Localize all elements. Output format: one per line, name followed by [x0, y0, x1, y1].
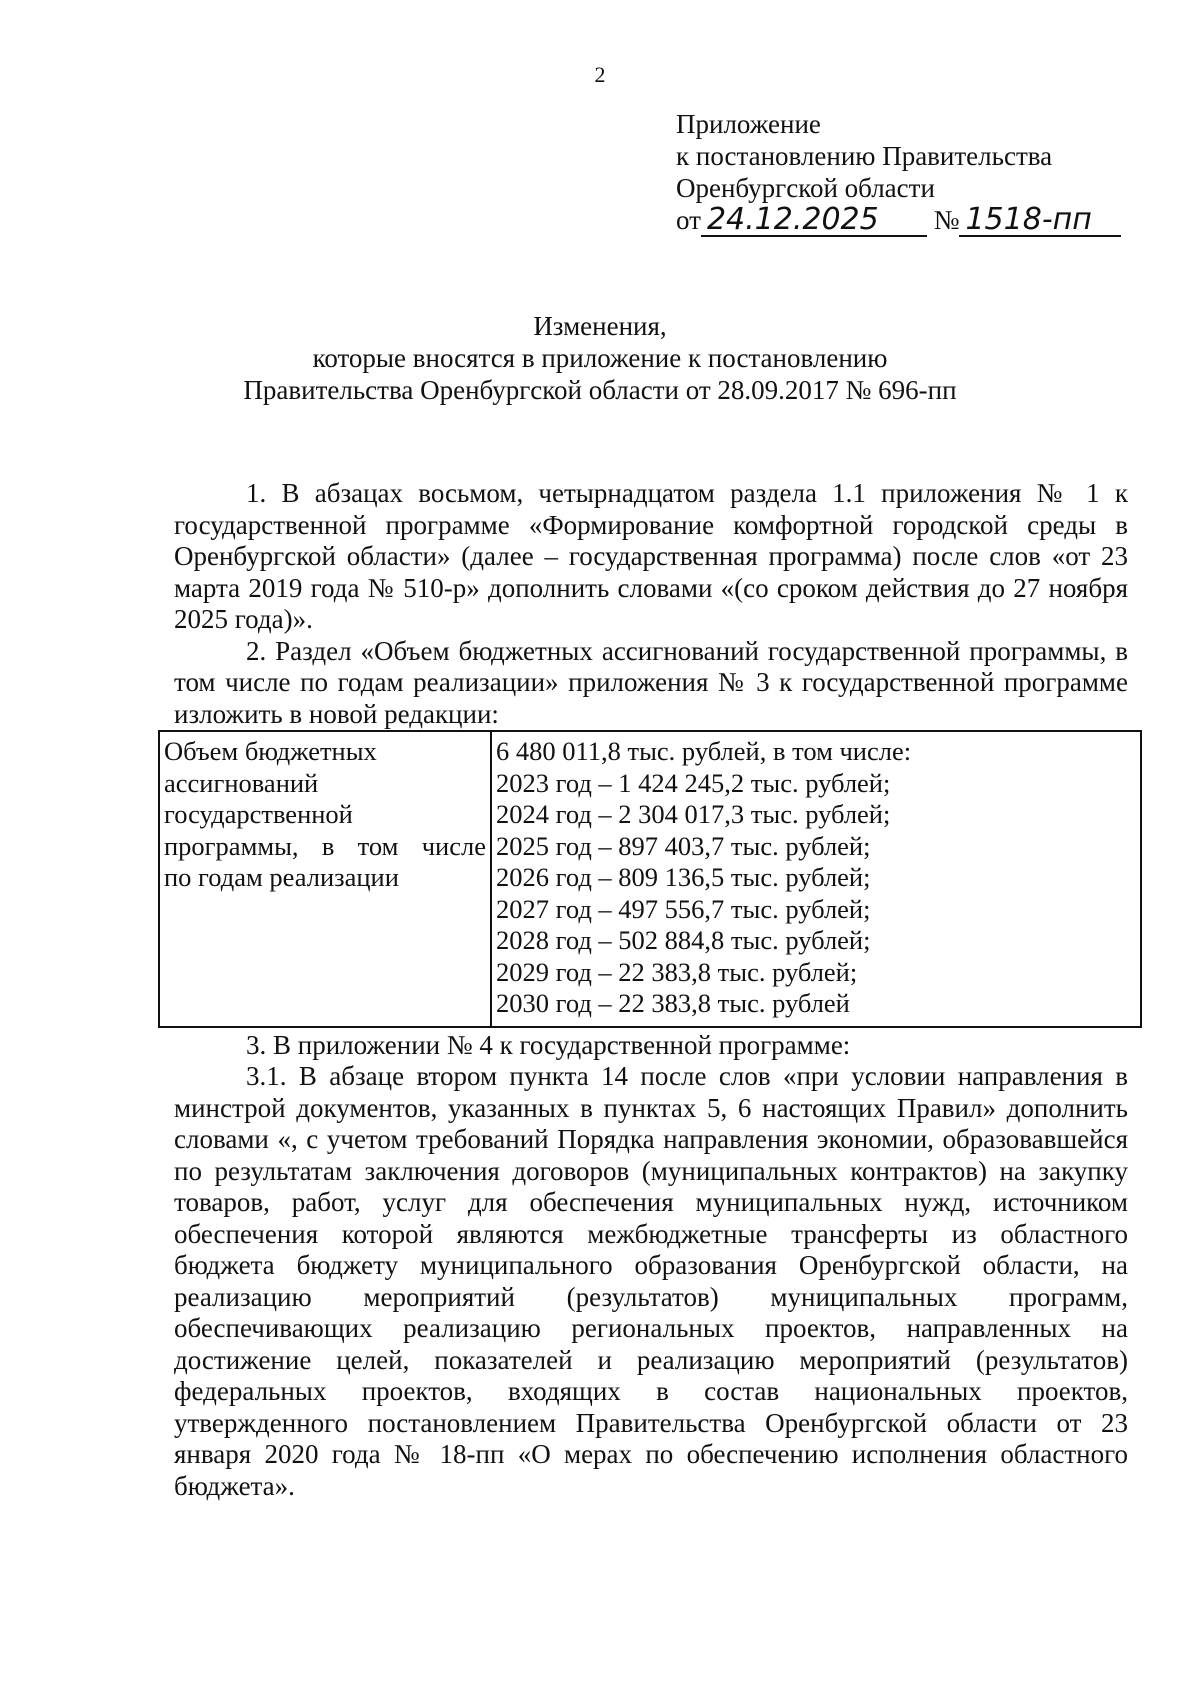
- table-row: [159, 731, 1141, 1027]
- number-prefix: №: [933, 205, 960, 235]
- table-cell-label: [159, 731, 491, 1027]
- heading-line-3: Правительства Оренбургской области от 28.09.2017 № 696-пп: [243, 375, 957, 405]
- appendix-title: Приложение: [676, 109, 821, 139]
- paragraph-4: 3.1. В абзаце втором пункта 14 после слов «при условии направления в минстрой документов, указанных в пунктах 5, 6 настоящих Правил» дополнить словами «, с учетом требований Порядка направления экономии, образовавшейся по результатам заключения договоров (муниципальных контрактов) на закупку товаров, работ, услуг для обеспечения муниципальных нужд, источником обеспечения которой являются межбюджетные трансферты из областного бюджета бюджету муниципального образования Оренбургской области, на реализацию мероприятий (результатов) муниципальных программ, обеспечивающих реализацию региональных проектов, направленных на достижение целей, показателей и реализацию мероприятий (результатов) федеральных проектов, входящих в состав национальных проектов, утвержденного постановлением Правительства Оренбургской области от 23 января 2020 года № 18-пп «О мерах по обеспечению исполнения областного бюджета».: [174, 1061, 1128, 1501]
- value-line: 2029 год – 22 383,8 тыс. рублей;: [496, 956, 858, 987]
- page-number: 2: [594, 62, 606, 87]
- value-line: 2026 год – 809 136,5 тыс. рублей;: [496, 862, 871, 892]
- value-line: 2025 год – 897 403,7 тыс. рублей;: [496, 830, 871, 861]
- value-line: 2027 год – 497 556,7 тыс. рублей;: [496, 893, 871, 924]
- appendix-line-2: к постановлению Правительства: [676, 141, 1053, 171]
- handwritten-date: 24.12.2025: [701, 205, 927, 237]
- appendix-block: [676, 108, 1121, 237]
- heading-title: Изменения,: [533, 311, 667, 341]
- handwritten-number: 1518-пп: [959, 205, 1121, 237]
- paragraph-1: 1. В абзацах восьмом, четырнадцатом раздела 1.1 приложения № 1 к государственной программе «Формирование комфортной городской среды в Оренбургской области» (далее – государственная программа) после слов «от 23 марта 2019 года № 510-р» дополнить словами «(со сроком действия до 27 ноября 2025 года)».: [174, 478, 1128, 634]
- value-line: 2030 год – 22 383,8 тыс. рублей: [496, 988, 850, 1018]
- paragraph-3: 3. В приложении № 4 к государственной программе:: [246, 1029, 851, 1060]
- budget-table: [158, 730, 1142, 1028]
- label-line: Объем бюджетных: [164, 736, 377, 766]
- appendix-date-line: [676, 204, 1121, 237]
- date-prefix: от: [676, 205, 701, 235]
- value-line: 2023 год – 1 424 245,2 тыс. рублей;: [496, 767, 891, 798]
- value-line: 6 480 011,8 тыс. рублей, в том числе:: [496, 736, 912, 766]
- document-body: [164, 478, 1128, 1502]
- heading-line-2: которые вносятся в приложение к постановлению: [312, 343, 888, 373]
- label-line: программы, в том числе: [164, 830, 486, 861]
- label-line: государственной: [164, 799, 353, 829]
- label-line: по годам реализации: [164, 862, 399, 892]
- paragraph-2: 2. Раздел «Объем бюджетных ассигнований государственной программы, в том числе по годам реализации» приложения № 3 к государственной программе изложить в новой редакции:: [174, 635, 1128, 729]
- appendix-line-3: Оренбургской области: [676, 173, 935, 203]
- value-line: 2028 год – 502 884,8 тыс. рублей;: [496, 925, 871, 955]
- label-line: ассигнований: [164, 767, 319, 798]
- table-cell-values: [491, 731, 1141, 1027]
- document-heading: [0, 310, 1200, 406]
- value-line: 2024 год – 2 304 017,3 тыс. рублей;: [496, 799, 891, 829]
